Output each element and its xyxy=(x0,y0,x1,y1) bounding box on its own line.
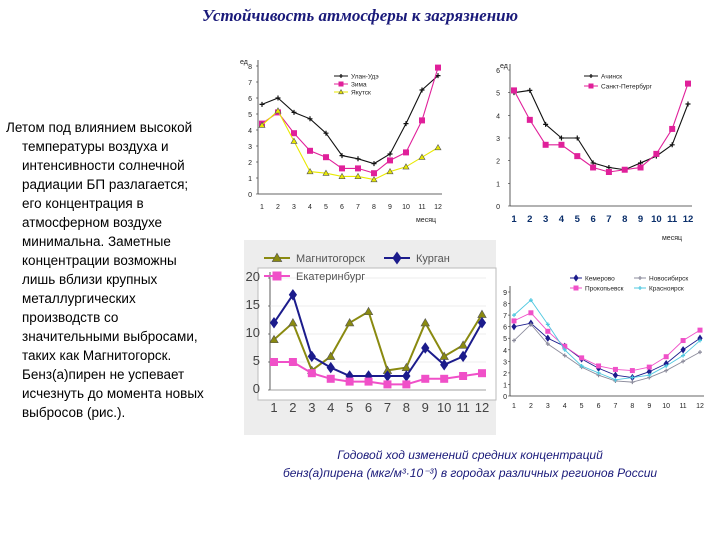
legend-label: Красноярск xyxy=(649,285,684,293)
x-tick-label: 3 xyxy=(542,214,549,225)
data-point xyxy=(591,165,596,170)
data-point xyxy=(346,378,353,385)
data-point xyxy=(698,350,702,354)
y-tick-label: 2 xyxy=(496,158,500,166)
x-tick-label: 5 xyxy=(574,214,580,225)
x-tick-label: 2 xyxy=(276,204,280,211)
data-point xyxy=(512,324,516,330)
x-tick-label: 1 xyxy=(270,400,278,415)
data-point xyxy=(404,150,409,155)
data-point xyxy=(512,88,517,93)
body-line: таких как Магнитогорск. xyxy=(22,348,172,363)
x-tick-label: 6 xyxy=(340,204,344,211)
data-point xyxy=(681,359,685,363)
x-tick-label: 12 xyxy=(682,214,694,225)
body-line: концентрации возможны xyxy=(22,253,177,268)
body-line: его концентрация в xyxy=(22,196,144,211)
x-tick-label: 9 xyxy=(637,214,644,225)
x-tick-label: 5 xyxy=(346,400,354,415)
x-tick-label: 4 xyxy=(562,403,567,410)
x-tick-label: 2 xyxy=(528,403,533,410)
body-line: производств со xyxy=(22,310,119,325)
data-point xyxy=(260,102,265,107)
data-point xyxy=(291,138,297,143)
data-point xyxy=(546,335,550,341)
x-tick-label: 5 xyxy=(324,204,328,211)
data-point xyxy=(630,380,634,384)
y-tick-label: 8 xyxy=(248,64,252,71)
legend-marker xyxy=(589,84,593,88)
data-point xyxy=(422,375,429,382)
body-line: минимальна. Заметные xyxy=(22,234,171,249)
data-point xyxy=(559,142,564,147)
legend-label: Улан-Удэ xyxy=(351,73,379,81)
data-point xyxy=(630,369,634,373)
legend-marker xyxy=(574,286,578,290)
body-line: выбросов (рис.). xyxy=(22,405,126,420)
chart-magnitogorsk-kurgan-ekaterinburg xyxy=(244,240,496,435)
y-tick-label: 7 xyxy=(503,313,507,321)
x-tick-label: 12 xyxy=(696,403,704,410)
body-line: Летом под влиянием высокой xyxy=(6,120,193,135)
x-tick-label: 6 xyxy=(596,403,601,410)
y-tick-label: 0 xyxy=(252,381,260,396)
x-tick-label: 4 xyxy=(308,204,312,211)
data-point xyxy=(436,65,441,70)
y-tick-label: 0 xyxy=(248,192,252,199)
y-tick-label: 3 xyxy=(496,136,500,143)
data-point xyxy=(340,166,345,171)
data-point xyxy=(654,151,659,156)
data-point xyxy=(289,359,296,366)
y-tick-label: 8 xyxy=(503,301,507,309)
y-tick-label: 3 xyxy=(248,144,252,151)
y-tick-label: 4 xyxy=(248,128,252,135)
y-tick-label: 5 xyxy=(503,336,507,344)
data-point xyxy=(372,171,377,176)
data-point xyxy=(543,142,548,147)
data-point xyxy=(384,381,391,388)
x-tick-label: 4 xyxy=(327,400,335,415)
legend-label: Курган xyxy=(416,253,450,265)
y-tick-label: 20 xyxy=(245,269,260,284)
chart-kemerovo-novosibirsk xyxy=(500,270,710,430)
data-point xyxy=(613,367,617,371)
legend-marker xyxy=(638,276,642,280)
y-tick-label: 0 xyxy=(496,204,500,211)
data-point xyxy=(324,155,329,160)
x-tick-label: 11 xyxy=(679,403,687,410)
data-point xyxy=(527,117,532,122)
data-point xyxy=(388,158,393,163)
data-point xyxy=(292,131,297,136)
x-tick-label: 3 xyxy=(308,400,316,415)
y-tick-label: 6 xyxy=(248,96,252,103)
x-tick-label: 1 xyxy=(260,204,264,211)
data-point xyxy=(622,167,627,172)
x-tick-label: 7 xyxy=(606,214,612,225)
x-tick-label: 7 xyxy=(383,400,392,415)
body-line: интенсивности солнечной xyxy=(22,158,185,173)
legend-label: Прокопьевск xyxy=(585,285,624,293)
data-point xyxy=(420,118,425,123)
body-line: радиации БП разлагается; xyxy=(22,177,189,192)
legend-label: Санкт-Петербург xyxy=(601,83,652,91)
legend-label: Якутск xyxy=(351,89,371,97)
data-point xyxy=(512,319,516,323)
x-tick-label: 2 xyxy=(527,214,533,225)
x-tick-label: 1 xyxy=(511,214,517,225)
data-point xyxy=(479,370,486,377)
legend-label: Зима xyxy=(351,81,367,89)
y-tick-label: 2 xyxy=(248,160,252,167)
x-tick-label: 8 xyxy=(402,400,410,415)
data-point xyxy=(698,328,702,332)
data-point xyxy=(664,369,668,373)
legend-marker xyxy=(589,74,593,78)
x-tick-label: 12 xyxy=(434,204,442,211)
legend-label: Екатеринбург xyxy=(296,271,366,283)
legend-marker xyxy=(273,272,281,280)
x-tick-label: 9 xyxy=(421,400,429,415)
legend-label: Кемерово xyxy=(585,275,615,283)
x-axis-label: месяц xyxy=(415,217,436,224)
legend-label: Новосибирск xyxy=(649,275,689,283)
y-tick-label: 1 xyxy=(496,181,500,189)
x-tick-label: 10 xyxy=(436,400,452,415)
data-point xyxy=(613,372,617,378)
data-point xyxy=(460,373,467,380)
x-tick-label: 11 xyxy=(667,214,678,225)
x-tick-label: 11 xyxy=(456,400,470,415)
y-axis-label: ед xyxy=(500,63,508,70)
x-tick-label: 1 xyxy=(512,403,516,410)
x-tick-label: 10 xyxy=(651,214,662,225)
y-tick-label: 7 xyxy=(248,80,252,87)
legend-label: Ачинск xyxy=(601,73,623,81)
y-tick-label: 3 xyxy=(503,359,507,367)
y-tick-label: 5 xyxy=(248,112,252,119)
data-point xyxy=(441,375,448,382)
x-tick-label: 8 xyxy=(630,403,635,410)
body-line: лишь вблизи крупных xyxy=(22,272,158,287)
data-point xyxy=(403,381,410,388)
y-tick-label: 0 xyxy=(503,394,507,401)
x-tick-label: 6 xyxy=(364,400,373,415)
data-point xyxy=(647,365,651,369)
data-point xyxy=(664,355,668,359)
y-tick-label: 9 xyxy=(503,290,507,297)
y-tick-label: 4 xyxy=(496,113,500,121)
data-point xyxy=(681,339,685,343)
data-point xyxy=(606,170,611,175)
series-line xyxy=(262,111,438,180)
body-line: исчезнуть до момента новых xyxy=(22,386,204,401)
x-tick-label: 2 xyxy=(289,400,297,415)
data-point xyxy=(404,121,409,126)
y-tick-label: 2 xyxy=(503,370,507,378)
legend-marker xyxy=(339,82,343,86)
x-tick-label: 3 xyxy=(292,204,296,211)
series-line xyxy=(514,90,688,169)
data-point xyxy=(271,359,278,366)
series-line xyxy=(514,84,688,172)
data-point xyxy=(419,154,425,159)
data-point xyxy=(638,165,643,170)
data-point xyxy=(580,356,584,360)
data-point xyxy=(686,81,691,86)
y-tick-label: 1 xyxy=(503,382,507,390)
x-tick-label: 7 xyxy=(356,204,360,211)
data-point xyxy=(546,329,550,333)
series-line xyxy=(262,73,438,164)
x-tick-label: 11 xyxy=(418,204,426,211)
x-tick-label: 12 xyxy=(474,400,490,415)
body-line: Бенз(а)пирен не успевает xyxy=(22,367,185,382)
body-text xyxy=(6,118,238,422)
data-point xyxy=(372,161,377,166)
data-point xyxy=(308,370,315,377)
y-tick-label: 6 xyxy=(503,324,507,332)
series-line xyxy=(514,323,700,377)
body-line: температуры воздуха и xyxy=(22,139,169,154)
chart-achinsk-spb xyxy=(492,54,707,244)
y-tick-label: 5 xyxy=(252,353,260,368)
data-point xyxy=(670,126,675,131)
data-point xyxy=(575,154,580,159)
legend-label: Магнитогорск xyxy=(296,253,365,265)
data-point xyxy=(403,164,409,169)
x-tick-label: 10 xyxy=(402,204,410,211)
data-point xyxy=(356,166,361,171)
x-axis-label: месяц xyxy=(661,235,682,242)
x-tick-label: 9 xyxy=(647,403,652,410)
x-tick-label: 5 xyxy=(579,403,584,410)
caption-line-2: бенз(а)пирена (мкг/м³·10⁻³) в городах различных регионов России xyxy=(282,466,658,480)
x-tick-label: 10 xyxy=(662,403,671,410)
y-tick-label: 10 xyxy=(245,325,260,340)
data-point xyxy=(388,152,393,157)
body-line: значительными выбросами, xyxy=(22,329,198,344)
data-point xyxy=(307,169,313,174)
x-tick-label: 9 xyxy=(388,204,392,211)
y-tick-label: 15 xyxy=(245,297,260,312)
x-tick-label: 8 xyxy=(372,204,376,211)
x-tick-label: 4 xyxy=(558,214,565,225)
y-axis-label: ед xyxy=(240,59,248,66)
legend-marker xyxy=(638,286,642,290)
x-tick-label: 6 xyxy=(590,214,596,225)
y-tick-label: 5 xyxy=(496,90,500,98)
data-point xyxy=(681,347,685,353)
y-tick-label: 6 xyxy=(496,68,500,75)
data-point xyxy=(308,148,313,153)
data-point xyxy=(435,145,441,150)
x-tick-label: 3 xyxy=(545,403,550,410)
y-tick-label: 4 xyxy=(503,347,507,355)
caption-line-1: Годовой ход изменений средних концентраций xyxy=(337,448,603,462)
slide-title: Устойчивость атмосферы к загрязнению xyxy=(201,6,519,25)
data-point xyxy=(597,364,601,368)
x-tick-label: 8 xyxy=(622,214,628,225)
data-point xyxy=(686,102,691,107)
data-point xyxy=(327,375,334,382)
data-point xyxy=(356,156,361,161)
body-line: металлургических xyxy=(22,291,136,306)
chart-ulan-ude-zima-yakutsk xyxy=(238,54,458,224)
figure-caption xyxy=(240,446,700,482)
data-point xyxy=(527,88,532,93)
legend-marker xyxy=(339,74,343,78)
data-point xyxy=(529,311,533,315)
data-point xyxy=(365,378,372,385)
y-tick-label: 1 xyxy=(248,176,252,183)
legend-marker xyxy=(574,275,578,281)
body-line: атмосферном воздухе xyxy=(22,215,163,230)
x-tick-label: 7 xyxy=(613,403,618,410)
